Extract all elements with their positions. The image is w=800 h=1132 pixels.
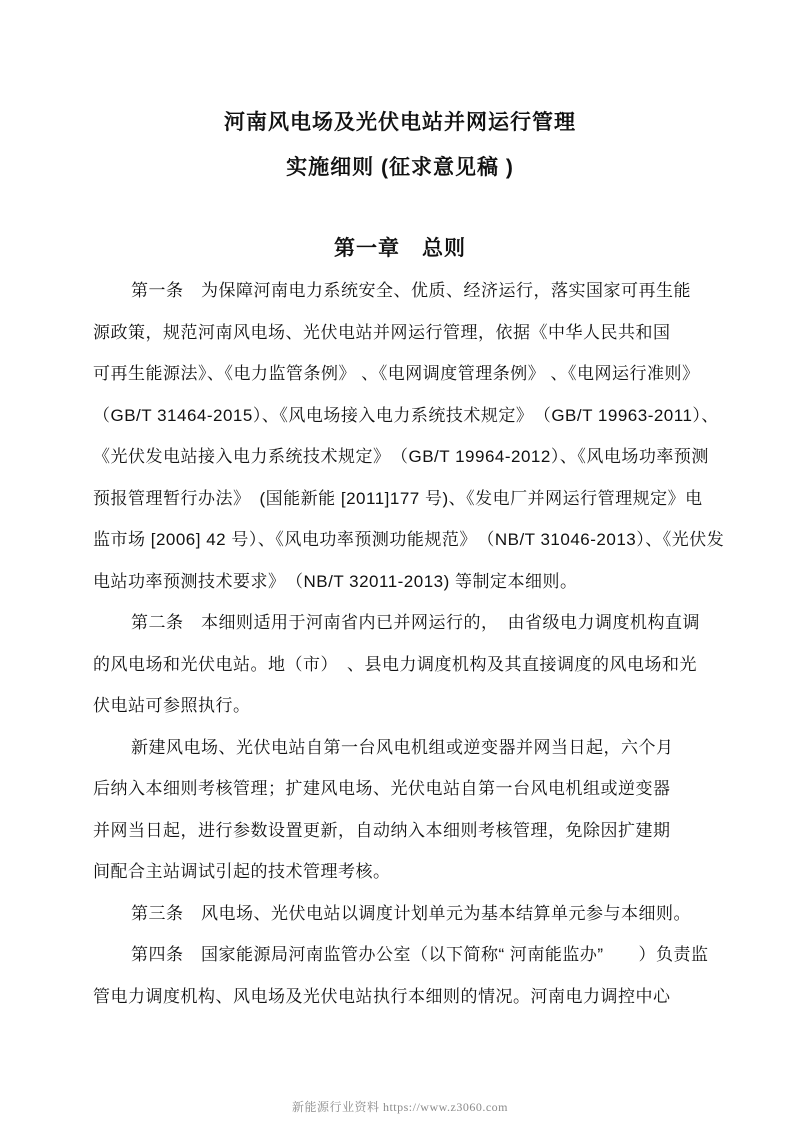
body-line: 《光伏发电站接入电力系统技术规定》 （GB/T 19964-2012）、《风电场功率预测 (93, 447, 709, 466)
body-line: 间配合主站调试引起的技术管理考核。 (93, 862, 391, 881)
body-line: 后纳入本细则考核管理；扩建风电场、光伏电站自第一台风电机组或逆变器 (93, 779, 671, 798)
body-line: 可再生能源法》、《电力监管条例》 、《电网调度管理条例》 、《电网运行准则》 (93, 364, 700, 383)
watermark-footer: 新能源行业资料 https://www.z3060.com (291, 1100, 509, 1114)
document-title-line-1: 河南风电场及光伏电站并网运行管理 (224, 111, 576, 134)
body-line: （GB/T 31464-2015）、《风电场接入电力系统技术规定》 （GB/T 19963-2011）、 (93, 405, 719, 425)
body-line: 电站功率预测技术要求》 （NB/T 32011-2013) 等制定本细则。 (93, 571, 578, 591)
document-body (93, 270, 725, 1017)
body-line: 预报管理暂行办法》 (国能新能 [2011]177 号)、《发电厂并网运行管理规定》电 (93, 488, 703, 508)
body-line: 管电力调度机构、风电场及光伏电站执行本细则的情况。河南电力调控中心 (93, 986, 671, 1006)
body-line: 新建风电场、光伏电站自第一台风电机组或逆变器并网当日起，六个月 (131, 737, 674, 757)
body-line: 并网当日起，进行参数设置更新，自动纳入本细则考核管理，免除因扩建期 (93, 820, 671, 840)
body-line: 伏电站可参照执行。 (93, 696, 251, 715)
body-line: 第一条 为保障河南电力系统安全、优质、经济运行，落实国家可再生能 (131, 281, 691, 300)
body-line: 第二条 本细则适用于河南省内已并网运行的， 由省级电力调度机构直调 (131, 613, 700, 632)
body-line: 监市场 [2006] 42 号）、《风电功率预测功能规范》 （NB/T 31046-2013）、《光伏发 (93, 530, 725, 549)
body-line: 第三条 风电场、光伏电站以调度计划单元为基本结算单元参与本细则。 (131, 903, 691, 923)
body-line: 的风电场和光伏电站。地（市） 、县电力调度机构及其直接调度的风电场和光 (93, 654, 697, 674)
document-title-line-2: 实施细则 (征求意见稿 ) (286, 156, 514, 179)
chapter-heading: 第一章 总则 (334, 237, 466, 260)
body-line: 第四条 国家能源局河南监管办公室（以下简称“ 河南能监办” ）负责监 (131, 945, 709, 964)
body-line: 源政策，规范河南风电场、光伏电站并网运行管理，依据《中华人民共和国 (93, 322, 671, 342)
